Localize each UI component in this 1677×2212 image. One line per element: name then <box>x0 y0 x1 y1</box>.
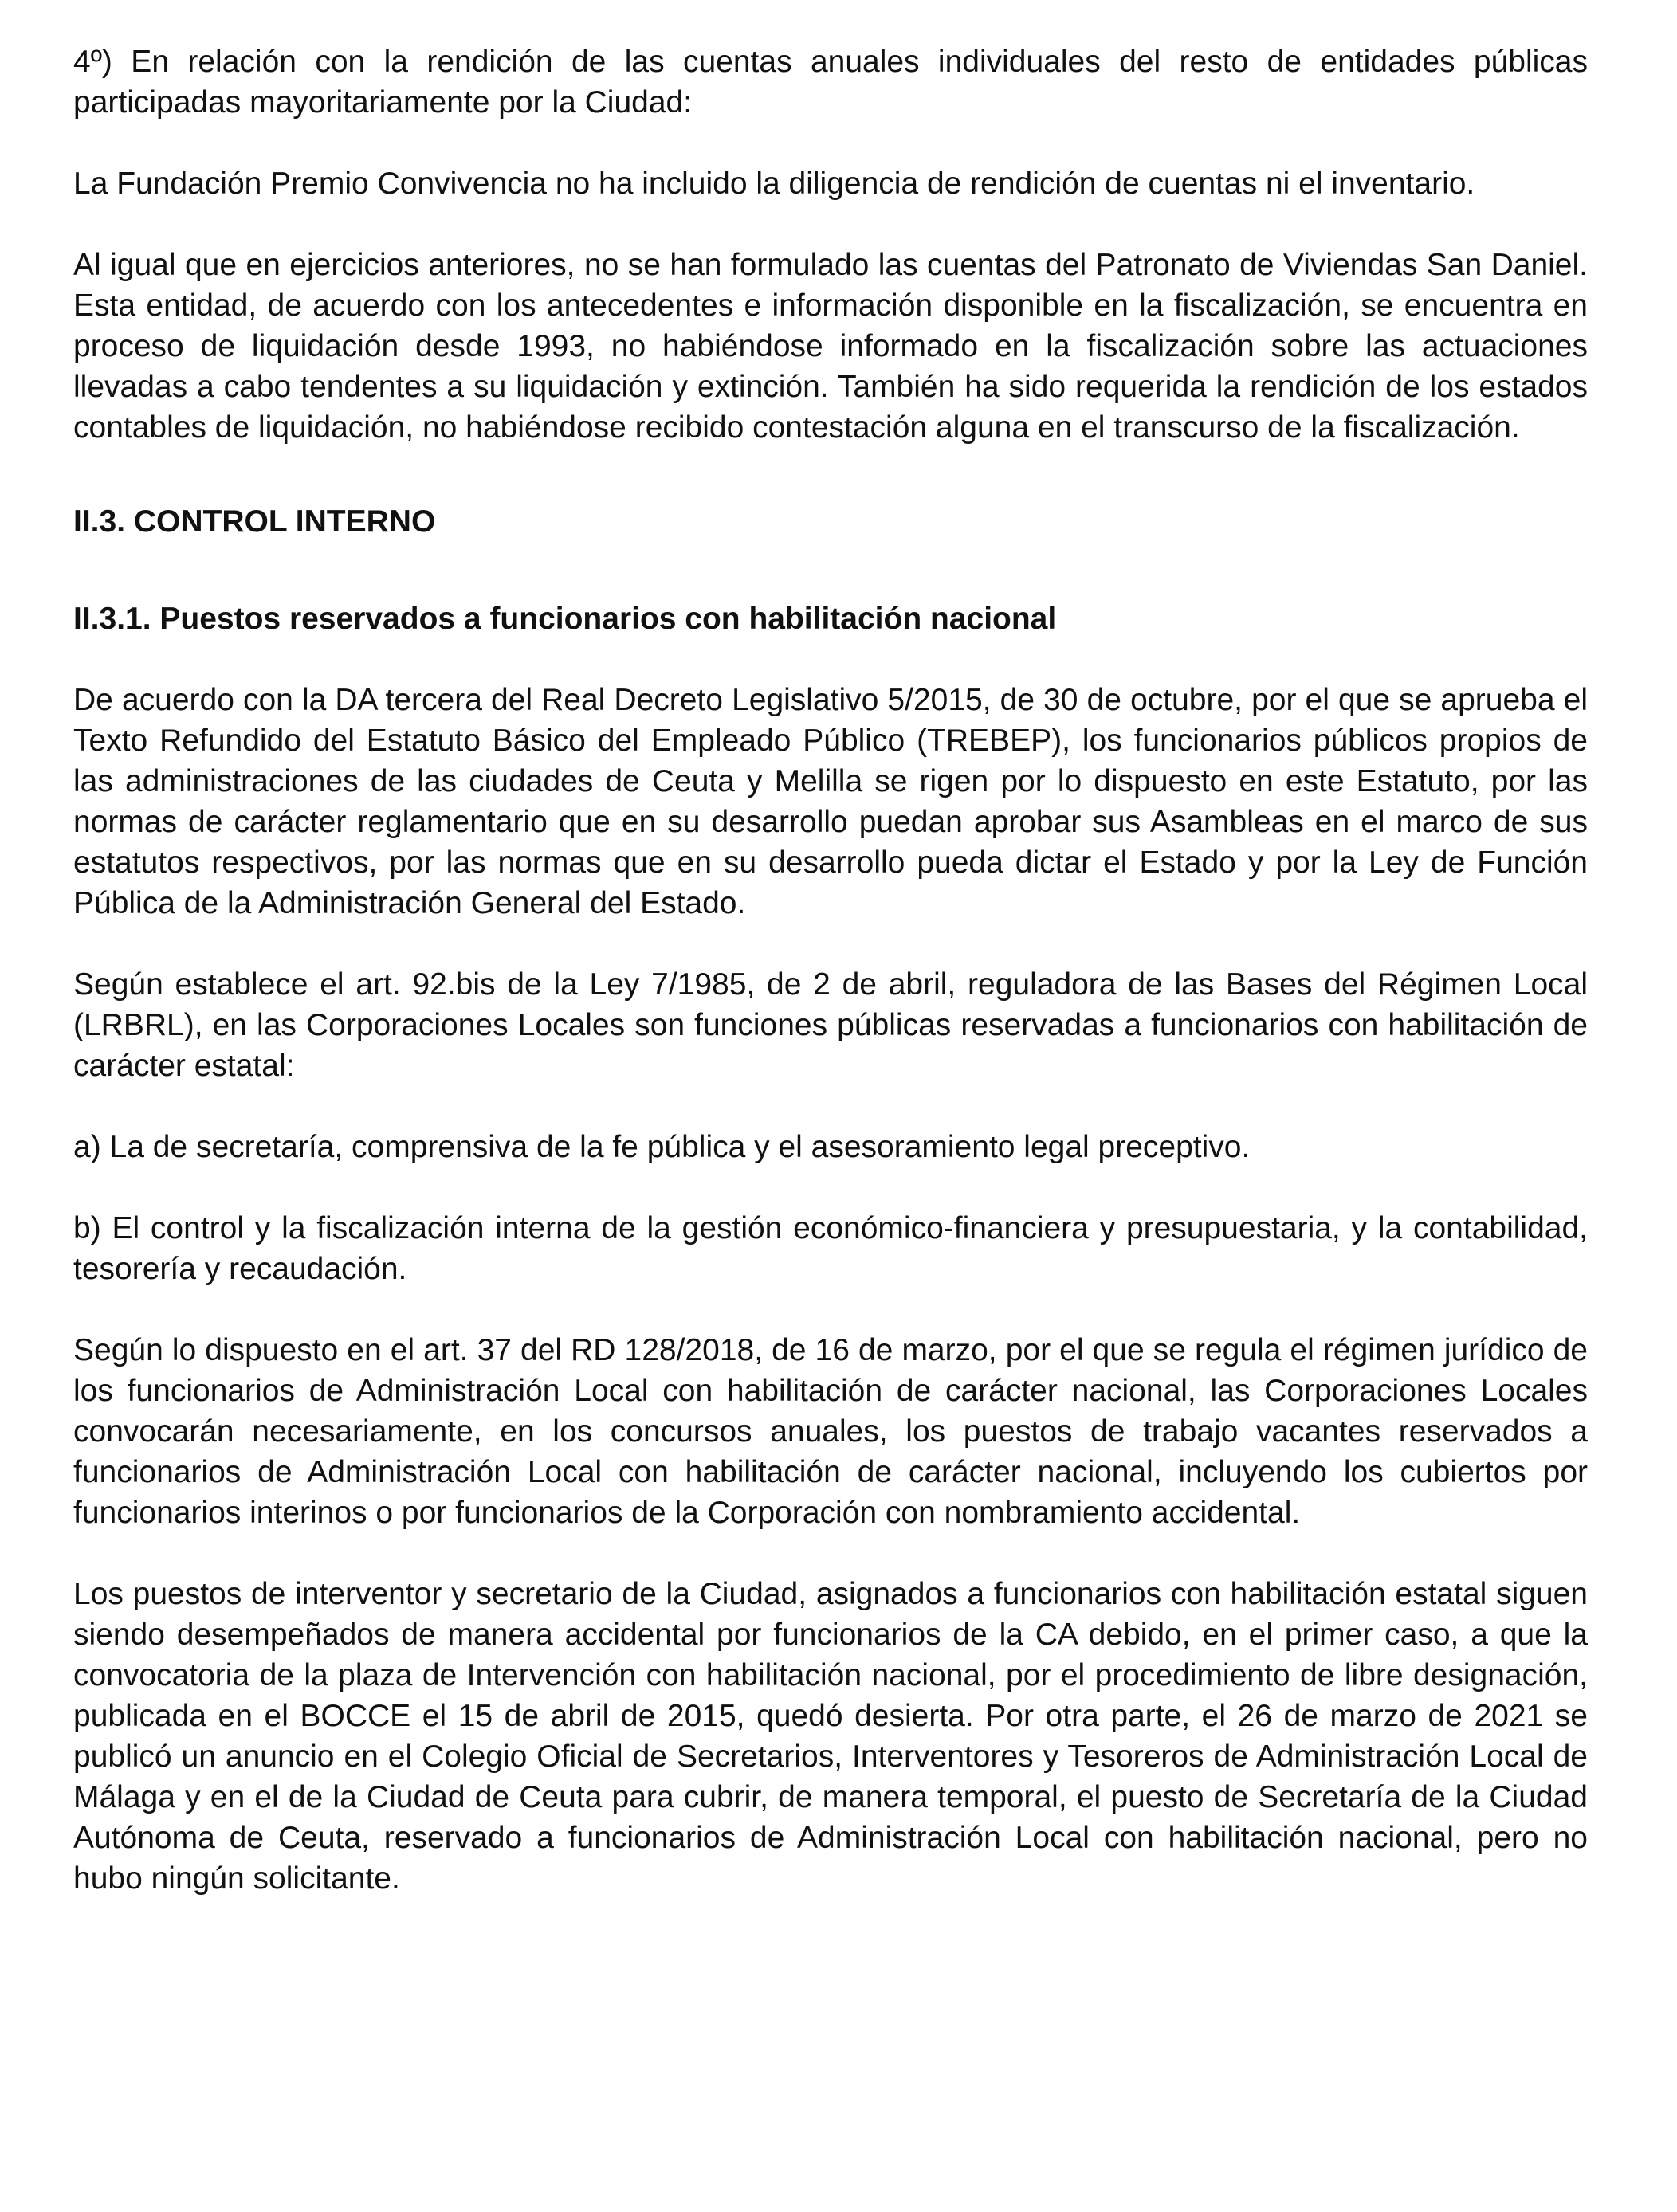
document-page <box>73 41 1588 1939</box>
paragraph-fundacion: La Fundación Premio Convivencia no ha incluido la diligencia de rendición de cuentas ni el inventario. <box>73 167 1475 201</box>
list-item-secretaria: a) La de secretaría, comprensiva de la fe pública y el asesoramiento legal preceptivo. <box>73 1130 1251 1164</box>
subsection-heading: II.3.1. Puestos reservados a funcionarios con habilitación nacional <box>73 602 1057 636</box>
section-heading: II.3. CONTROL INTERNO <box>73 504 436 539</box>
paragraph-entities-intro: 4º) En relación con la rendición de las cuentas anuales individuales del resto de entidades públicas participadas mayoritariamente por la Ciudad: <box>73 45 1588 120</box>
paragraph-trebep: De acuerdo con la DA tercera del Real Decreto Legislativo 5/2015, de 30 de octubre, por el que se aprueba el Texto Refundido del Estatuto Básico del Empleado Público (TREBEP), los funcionarios públicos propios de las administraciones de las ciudades de Ceuta y Melilla se rigen por lo dispuesto en este Estatuto, por las normas de carácter reglamentario que en su desarrollo puedan aprobar sus Asambleas en el marco de sus estatutos respectivos, por las normas que en su desarrollo pueda dictar el Estado y por la Ley de Función Pública de la Administración General del Estado. <box>73 683 1588 920</box>
paragraph-lrbrl: Según establece el art. 92.bis de la Ley 7/1985, de 2 de abril, reguladora de las Bases del Régimen Local (LRBRL), en las Corporaciones Locales son funciones públicas reservadas a funcionarios con habilitación de carácter estatal: <box>73 967 1588 1083</box>
paragraph-puestos: Los puestos de interventor y secretario de la Ciudad, asignados a funcionarios con habilitación estatal siguen siendo desempeñados de manera accidental por funcionarios de la CA debido, en el primer caso, a que la convocatoria de la plaza de Intervención con habilitación nacional, por el procedimiento de libre designación, publicada en el BOCCE el 15 de abril de 2015, quedó desierta. Por otra parte, el 26 de marzo de 2021 se publicó un anuncio en el Colegio Oficial de Secretarios, Interventores y Tesoreros de Administración Local de Málaga y en el de la Ciudad de Ceuta para cubrir, de manera temporal, el puesto de Secretaría de la Ciudad Autónoma de Ceuta, reservado a funcionarios de Administración Local con habilitación nacional, pero no hubo ningún solicitante. <box>73 1577 1588 1896</box>
list-item-control: b) El control y la fiscalización interna de la gestión económico-financiera y presupuestaria, y la contabilidad, tesorería y recaudación. <box>73 1211 1588 1286</box>
paragraph-patronato: Al igual que en ejercicios anteriores, no se han formulado las cuentas del Patronato de Viviendas San Daniel. Esta entidad, de acuerdo con los antecedentes e información disponible en la fiscalización, se encuentra en proceso de liquidación desde 1993, no habiéndose informado en la fiscalización sobre las actuaciones llevadas a cabo tendentes a su liquidación y extinción. También ha sido requerida la rendición de los estados contables de liquidación, no habiéndose recibido contestación alguna en el transcurso de la fiscalización. <box>73 248 1588 445</box>
paragraph-rd-128: Según lo dispuesto en el art. 37 del RD 128/2018, de 16 de marzo, por el que se regula el régimen jurídico de los funcionarios de Administración Local con habilitación de carácter nacional, las Corporaciones Locales convocarán necesariamente, en los concursos anuales, los puestos de trabajo vacantes reservados a funcionarios de Administración Local con habilitación de carácter nacional, incluyendo los cubiertos por funcionarios interinos o por funcionarios de la Corporación con nombramiento accidental. <box>73 1333 1588 1530</box>
